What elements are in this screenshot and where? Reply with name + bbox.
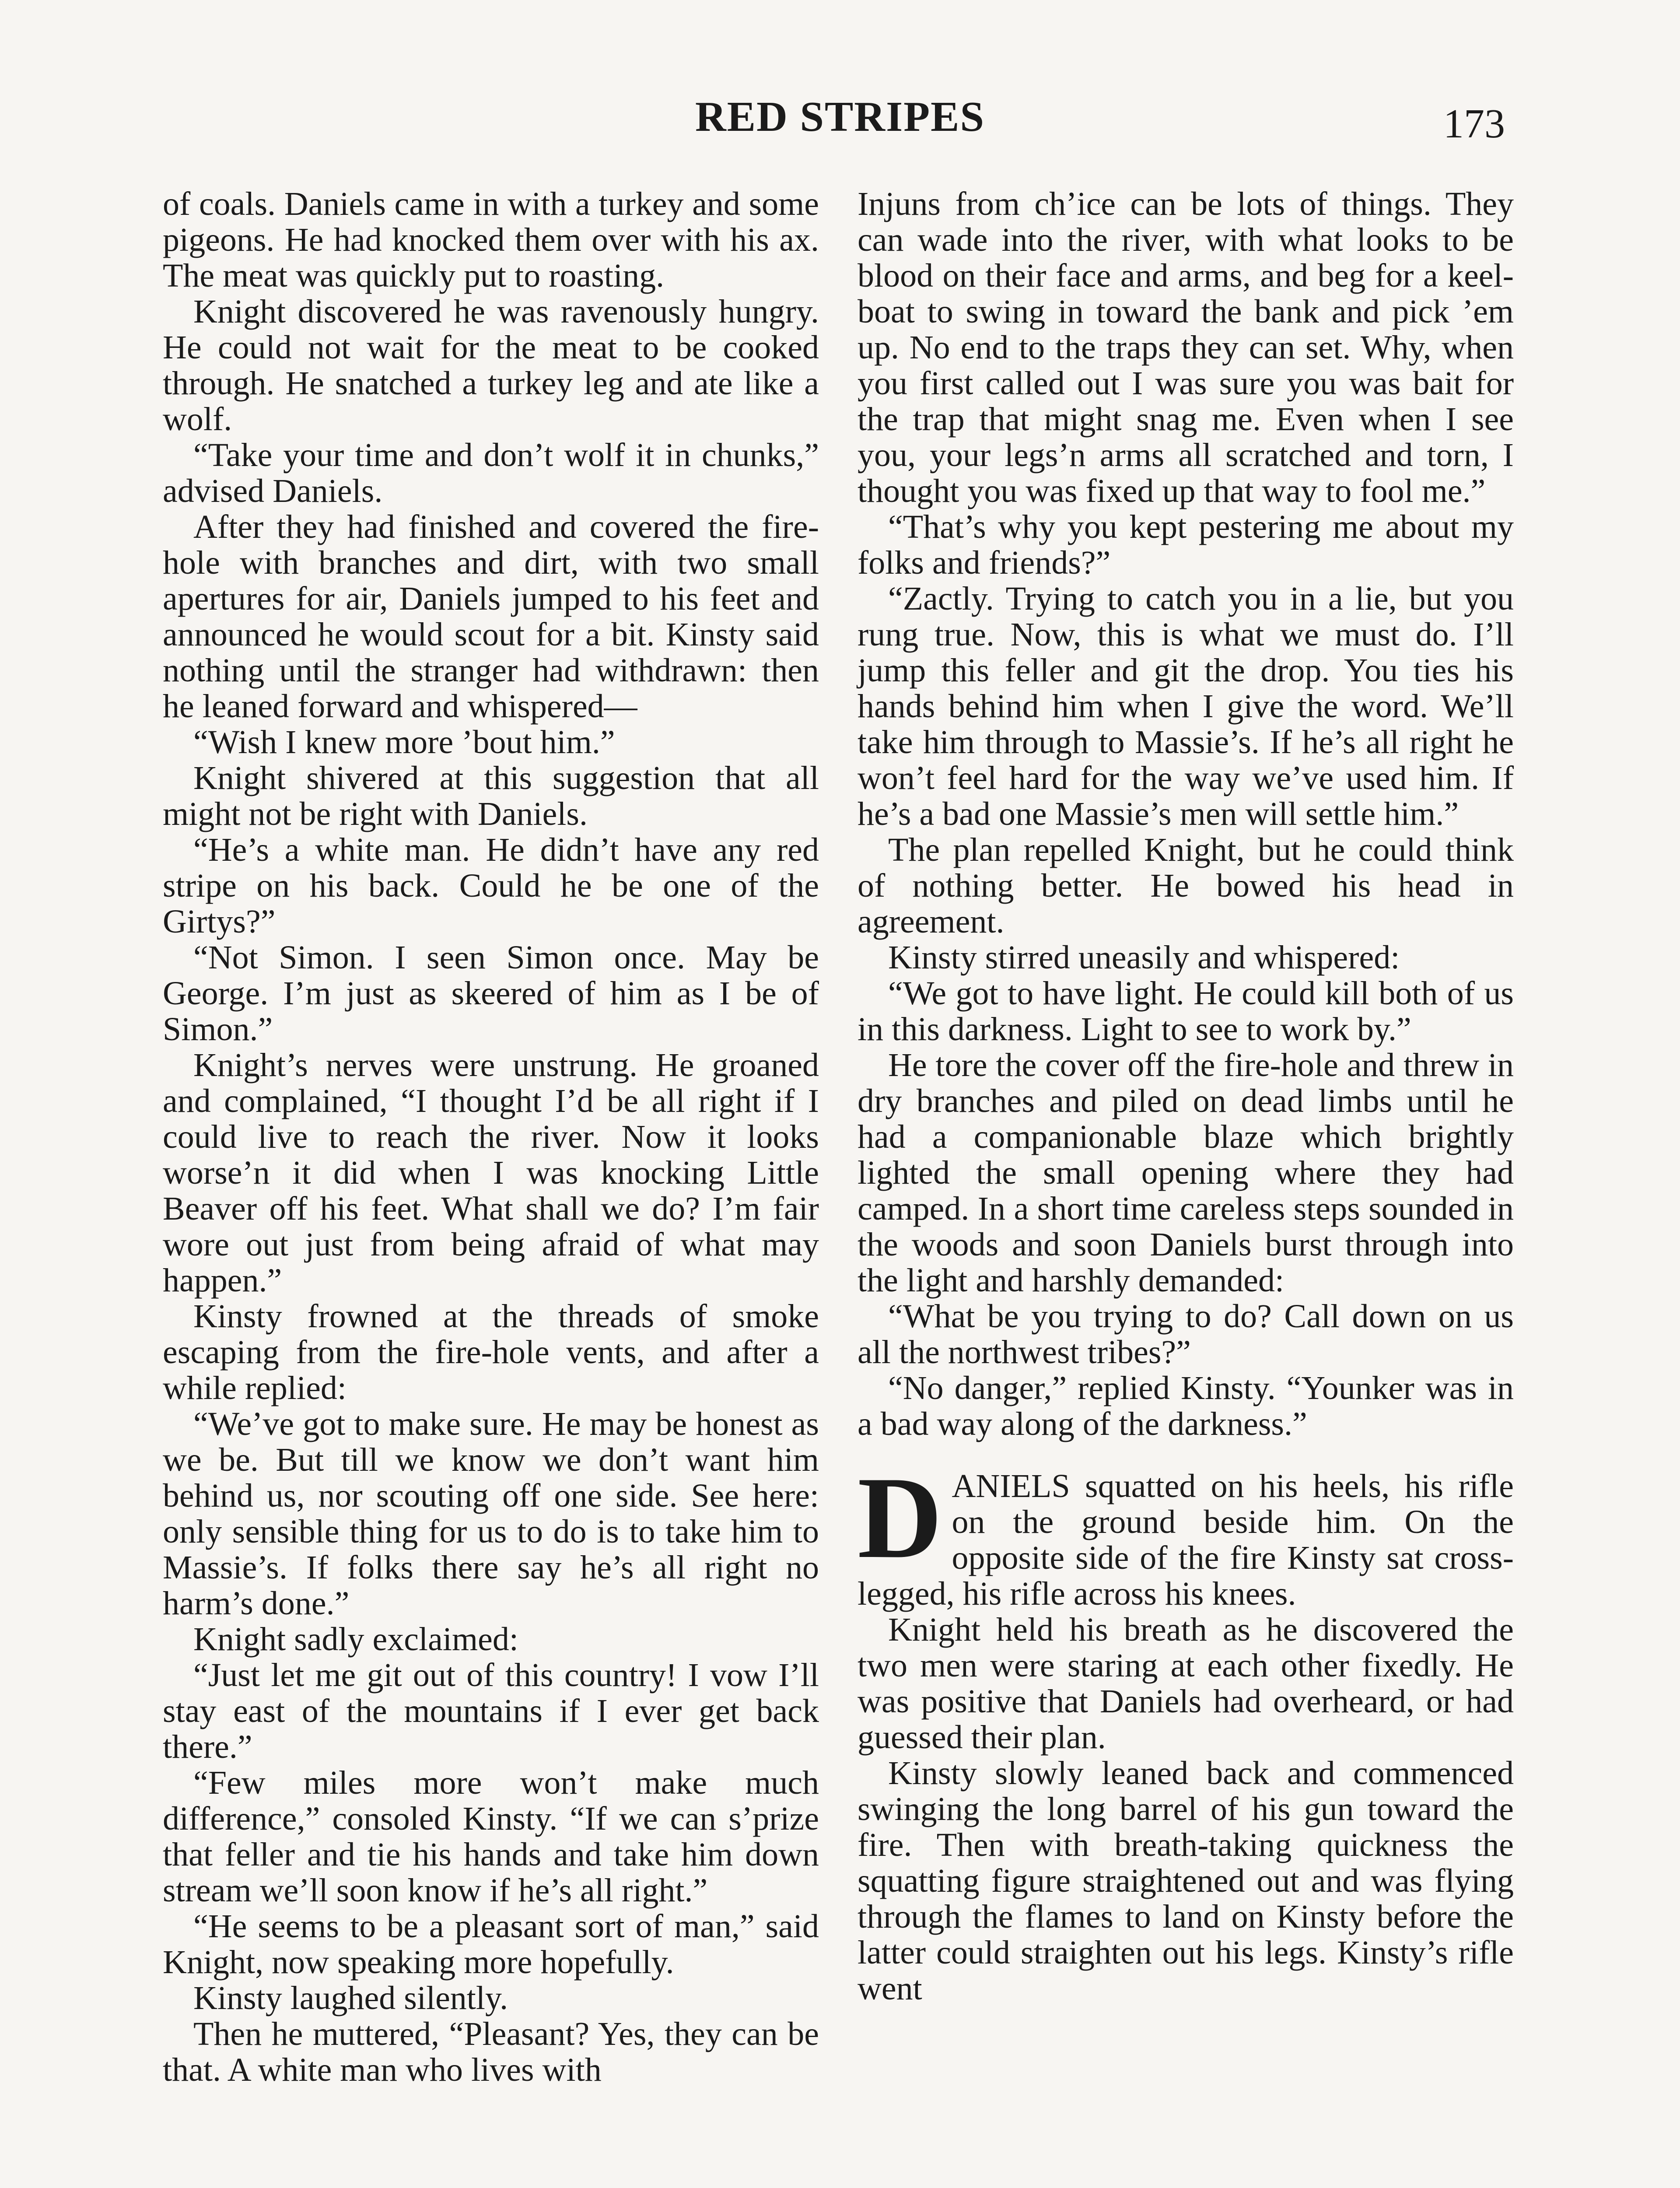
paragraph: “Wish I knew more ’bout him.” bbox=[193, 724, 615, 761]
paragraph: Kinsty frowned at the threads of smoke escaping from the fire-hole vents, and after a while replied: bbox=[163, 1298, 819, 1406]
paragraph: “No danger,” replied Kinsty. “Younker was in a bad way along of the darkness.” bbox=[858, 1370, 1514, 1442]
paragraph: Then he muttered, “Pleasant? Yes, they can be that. A white man who lives with bbox=[163, 2016, 819, 2088]
paragraph: “Not Simon. I seen Simon once. May be George. I’m just as skeered of him as I be of Simon.” bbox=[163, 939, 819, 1048]
drop-cap: D bbox=[858, 1452, 942, 1582]
paragraph: Knight sadly exclaimed: bbox=[193, 1621, 518, 1658]
paragraph: Kinsty stirred uneasily and whispered: bbox=[888, 939, 1400, 976]
paragraph: Injuns from ch’ice can be lots of things. They can wade into the river, with what looks to be blood on their face and arms, and beg for a keel-boat to swing in toward the bank and pick ’em up. No end to the traps they can set. Why, when you first called out I was sure you was bait for the trap that might snag me. Even when I see you, your legs’n arms all scratched and torn, I thought you was fixed up that way to fool me.” bbox=[858, 186, 1514, 509]
right-column bbox=[858, 186, 1514, 2006]
paragraph: “Take your time and don’t wolf it in chunks,” advised Daniels. bbox=[163, 437, 819, 509]
paragraph: Kinsty slowly leaned back and commenced swinging the long barrel of his gun toward the fire. Then with breath-taking quickness the squatting figure straightened out and was flying through the flames to land on Kinsty before the latter could straighten out his legs. Kinsty’s rifle went bbox=[858, 1755, 1514, 2007]
paragraph: of coals. Daniels came in with a turkey and some pigeons. He had knocked them over with his ax. The meat was quickly put to roasting. bbox=[163, 186, 819, 294]
paragraph: Knight shivered at this suggestion that all might not be right with Daniels. bbox=[163, 760, 819, 832]
paragraph: “That’s why you kept pestering me about my folks and friends?” bbox=[858, 508, 1514, 581]
paragraph: “Few miles more won’t make much difference,” consoled Kinsty. “If we can s’prize that feller and tie his hands and take him down stream we’ll soon know if he’s all right.” bbox=[163, 1764, 819, 1909]
drop-cap-text: ANIELS squatted on his heels, his rifle on the ground beside him. On the opposite side of the fire Kinsty sat cross-legged, his rifle across his knees. bbox=[858, 1468, 1514, 1612]
running-title: RED STRIPES bbox=[695, 93, 985, 140]
paragraph: He tore the cover off the fire-hole and threw in dry branches and piled on dead limbs until he had a companionable blaze which brightly lighted the small opening where they had camped. In a short time careless steps sounded in the woods and soon Daniels burst through into the light and harshly demanded: bbox=[858, 1047, 1514, 1299]
paragraph: “Just let me git out of this country! I vow I’ll stay east of the mountains if I ever get back there.” bbox=[163, 1657, 819, 1765]
section-opening-paragraph bbox=[858, 1452, 1514, 1612]
page-number: 173 bbox=[1443, 101, 1505, 147]
paragraph: After they had finished and covered the fire-hole with branches and dirt, with two small apertures for air, Daniels jumped to his feet and announced he would scout for a bit. Kinsty said nothing until the stranger had withdrawn: then he leaned forward and whispered— bbox=[163, 508, 819, 725]
paragraph: “Zactly. Trying to catch you in a lie, but you rung true. Now, this is what we must do. I’ll jump this feller and git the drop. You ties his hands behind him when I give the word. We’ll take him through to Massie’s. If he’s all right he won’t feel hard for the way we’ve used him. If he’s a bad one Massie’s men will settle him.” bbox=[858, 580, 1514, 832]
paragraph: Knight held his breath as he discovered the two men were staring at each other fixedly. He was positive that Daniels had overheard, or had guessed their plan. bbox=[858, 1611, 1514, 1756]
paragraph: Knight discovered he was ravenously hungry. He could not wait for the meat to be cooked through. He snatched a turkey leg and ate like a wolf. bbox=[163, 293, 819, 438]
left-column bbox=[163, 186, 819, 2088]
paragraph: “We got to have light. He could kill both of us in this darkness. Light to see to work by.” bbox=[858, 975, 1514, 1048]
paragraph: Kinsty laughed silently. bbox=[193, 1980, 508, 2016]
paragraph: “We’ve got to make sure. He may be honest as we be. But till we know we don’t want him behind us, nor scouting off one side. See here: only sensible thing for us to do is to take him to Massie’s. If folks there say he’s all right no harm’s done.” bbox=[163, 1406, 819, 1622]
paragraph: Knight’s nerves were unstrung. He groaned and complained, “I thought I’d be all right if I could live to reach the river. Now it looks worse’n it did when I was knocking Little Beaver off his feet. What shall we do? I’m fair wore out just from being afraid of what may happen.” bbox=[163, 1047, 819, 1299]
paragraph: The plan repelled Knight, but he could think of nothing better. He bowed his head in agreement. bbox=[858, 831, 1514, 940]
paragraph: “He seems to be a pleasant sort of man,” said Knight, now speaking more hopefully. bbox=[163, 1908, 819, 1981]
paragraph: “He’s a white man. He didn’t have any red stripe on his back. Could he be one of the Girtys?” bbox=[163, 831, 819, 940]
paragraph: “What be you trying to do? Call down on us all the northwest tribes?” bbox=[858, 1298, 1514, 1371]
